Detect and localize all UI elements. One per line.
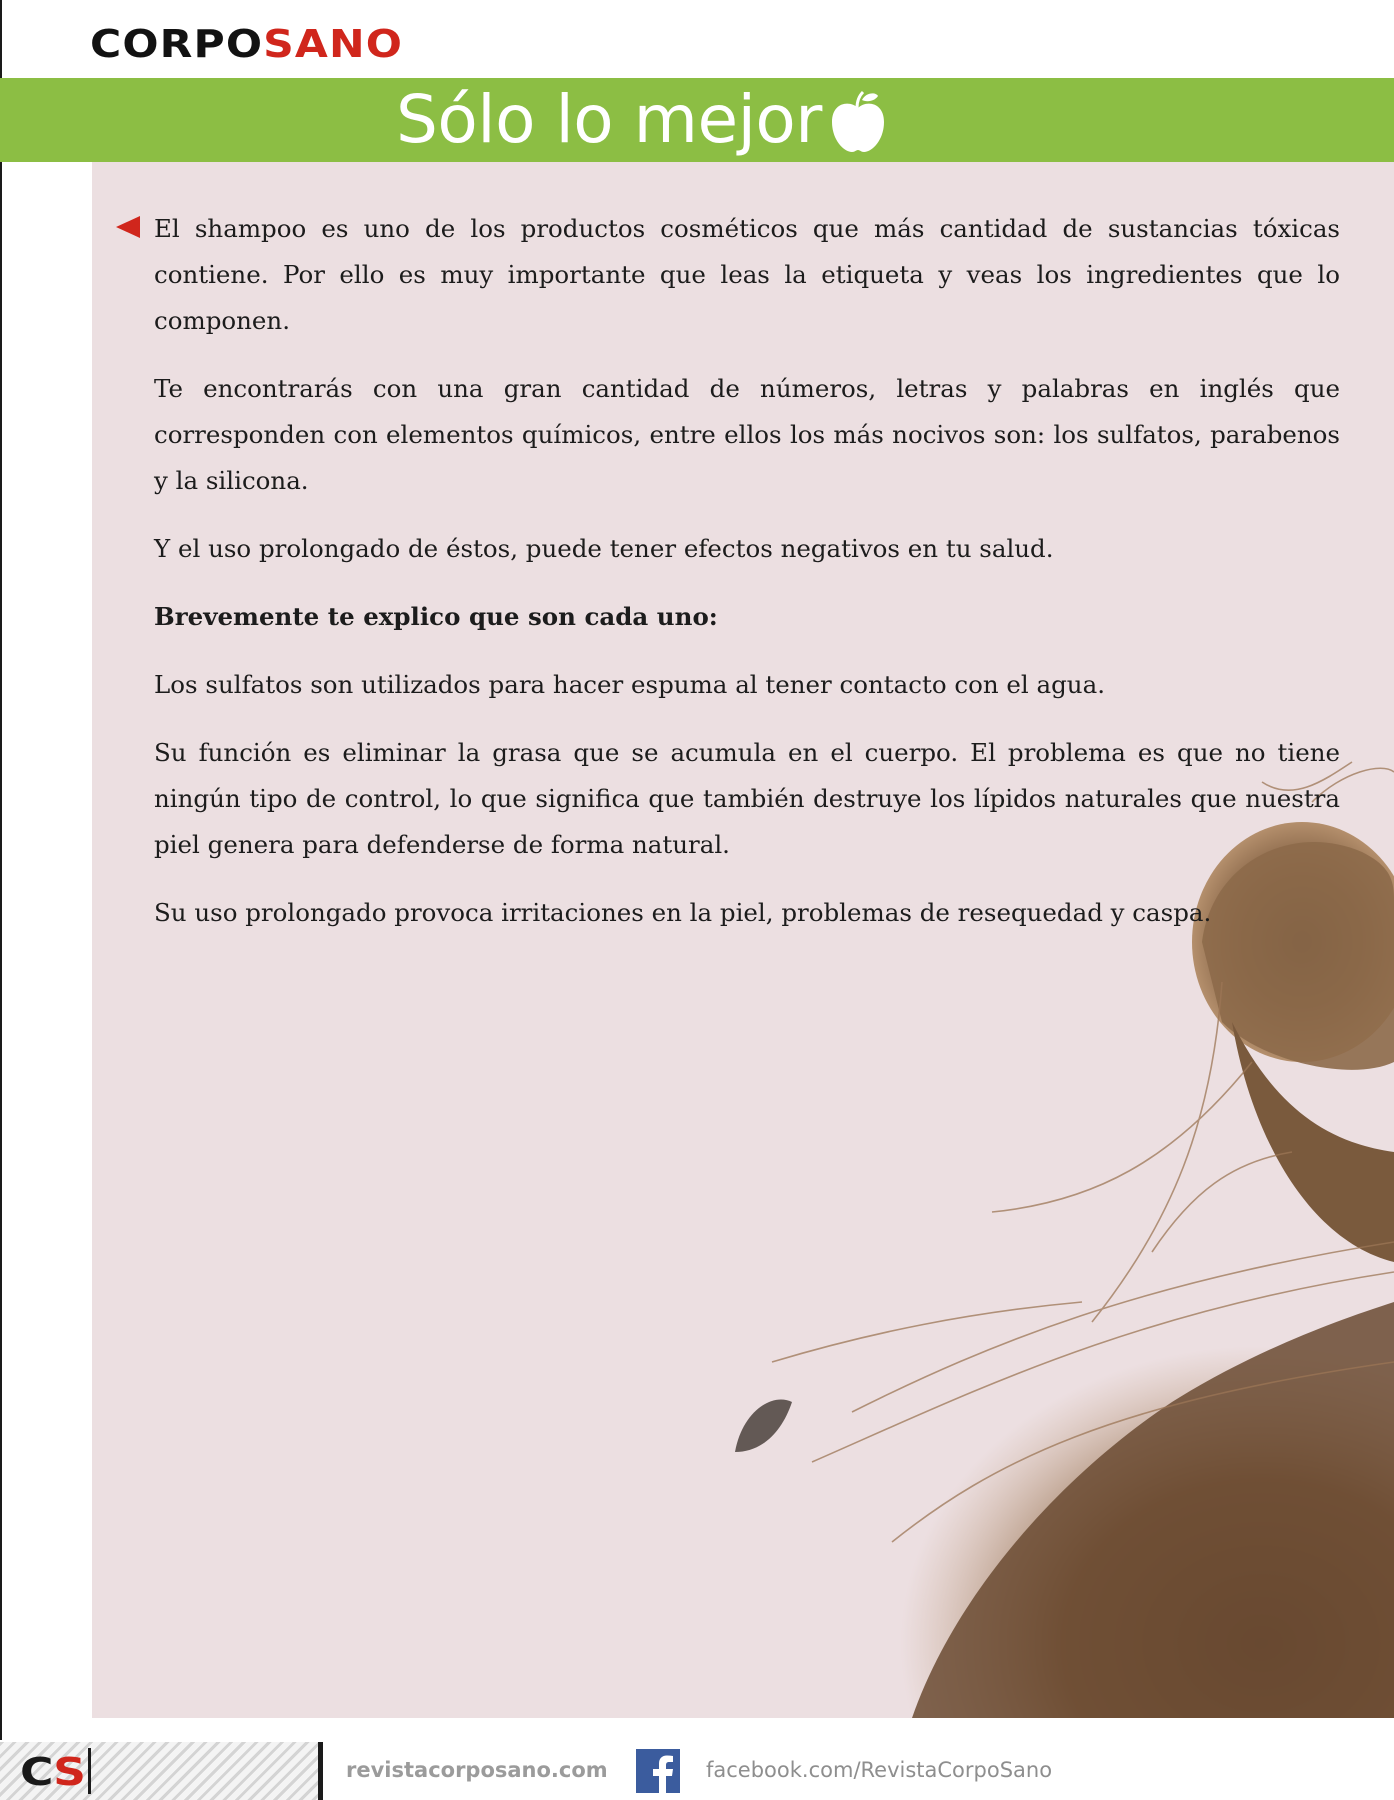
article-paragraph: Te encontrarás con una gran cantidad de números, letras y palabras en inglés que corresponden con elementos químicos, entre ellos los más nocivos son: los sulfatos, parabenos y la silicona.: [154, 374, 1340, 495]
facebook-icon[interactable]: [636, 1749, 680, 1793]
footer-divider: [318, 1742, 323, 1800]
article-paragraph: Y el uso prolongado de éstos, puede tener efectos negativos en tu salud.: [154, 534, 1054, 563]
footer-logo-s: S: [53, 1750, 85, 1794]
footer-logo-bar: [88, 1748, 91, 1794]
article-paragraph: Su función es eliminar la grasa que se acumula en el cuerpo. El problema es que no tiene ningún tipo de control, lo que significa que también destruye los lípidos naturales que nuestra piel genera para defenderse de forma natural.: [154, 738, 1340, 859]
article-paragraph: Los sulfatos son utilizados para hacer espuma al tener contacto con el agua.: [154, 670, 1105, 699]
brand-logo: [90, 22, 403, 66]
article-paragraph: El shampoo es uno de los productos cosméticos que más cantidad de sustancias tóxicas contiene. Por ello es muy importante que leas la etiqueta y veas los ingredientes que lo componen.: [154, 214, 1340, 335]
footer-cs-logo: [20, 1751, 85, 1793]
brand-logo-part1: CORPO: [90, 22, 264, 66]
footer-website-link[interactable]: revistacorposano.com: [346, 1758, 608, 1782]
apple-icon: [828, 88, 888, 156]
article-subheading: Brevemente te explico que son cada uno:: [154, 602, 718, 631]
brand-logo-part2: SANO: [263, 22, 404, 66]
triangle-marker-icon: [116, 216, 140, 238]
page-left-rule: [0, 0, 2, 1800]
section-title: Sólo lo mejor: [396, 81, 822, 158]
footer-logo-c: C: [20, 1750, 54, 1794]
article-body: [154, 206, 1340, 958]
article-paragraph: Su uso prolongado provoca irritaciones en la piel, problemas de resequedad y caspa.: [154, 898, 1212, 927]
footer-facebook-link[interactable]: facebook.com/RevistaCorpoSano: [706, 1758, 1053, 1782]
